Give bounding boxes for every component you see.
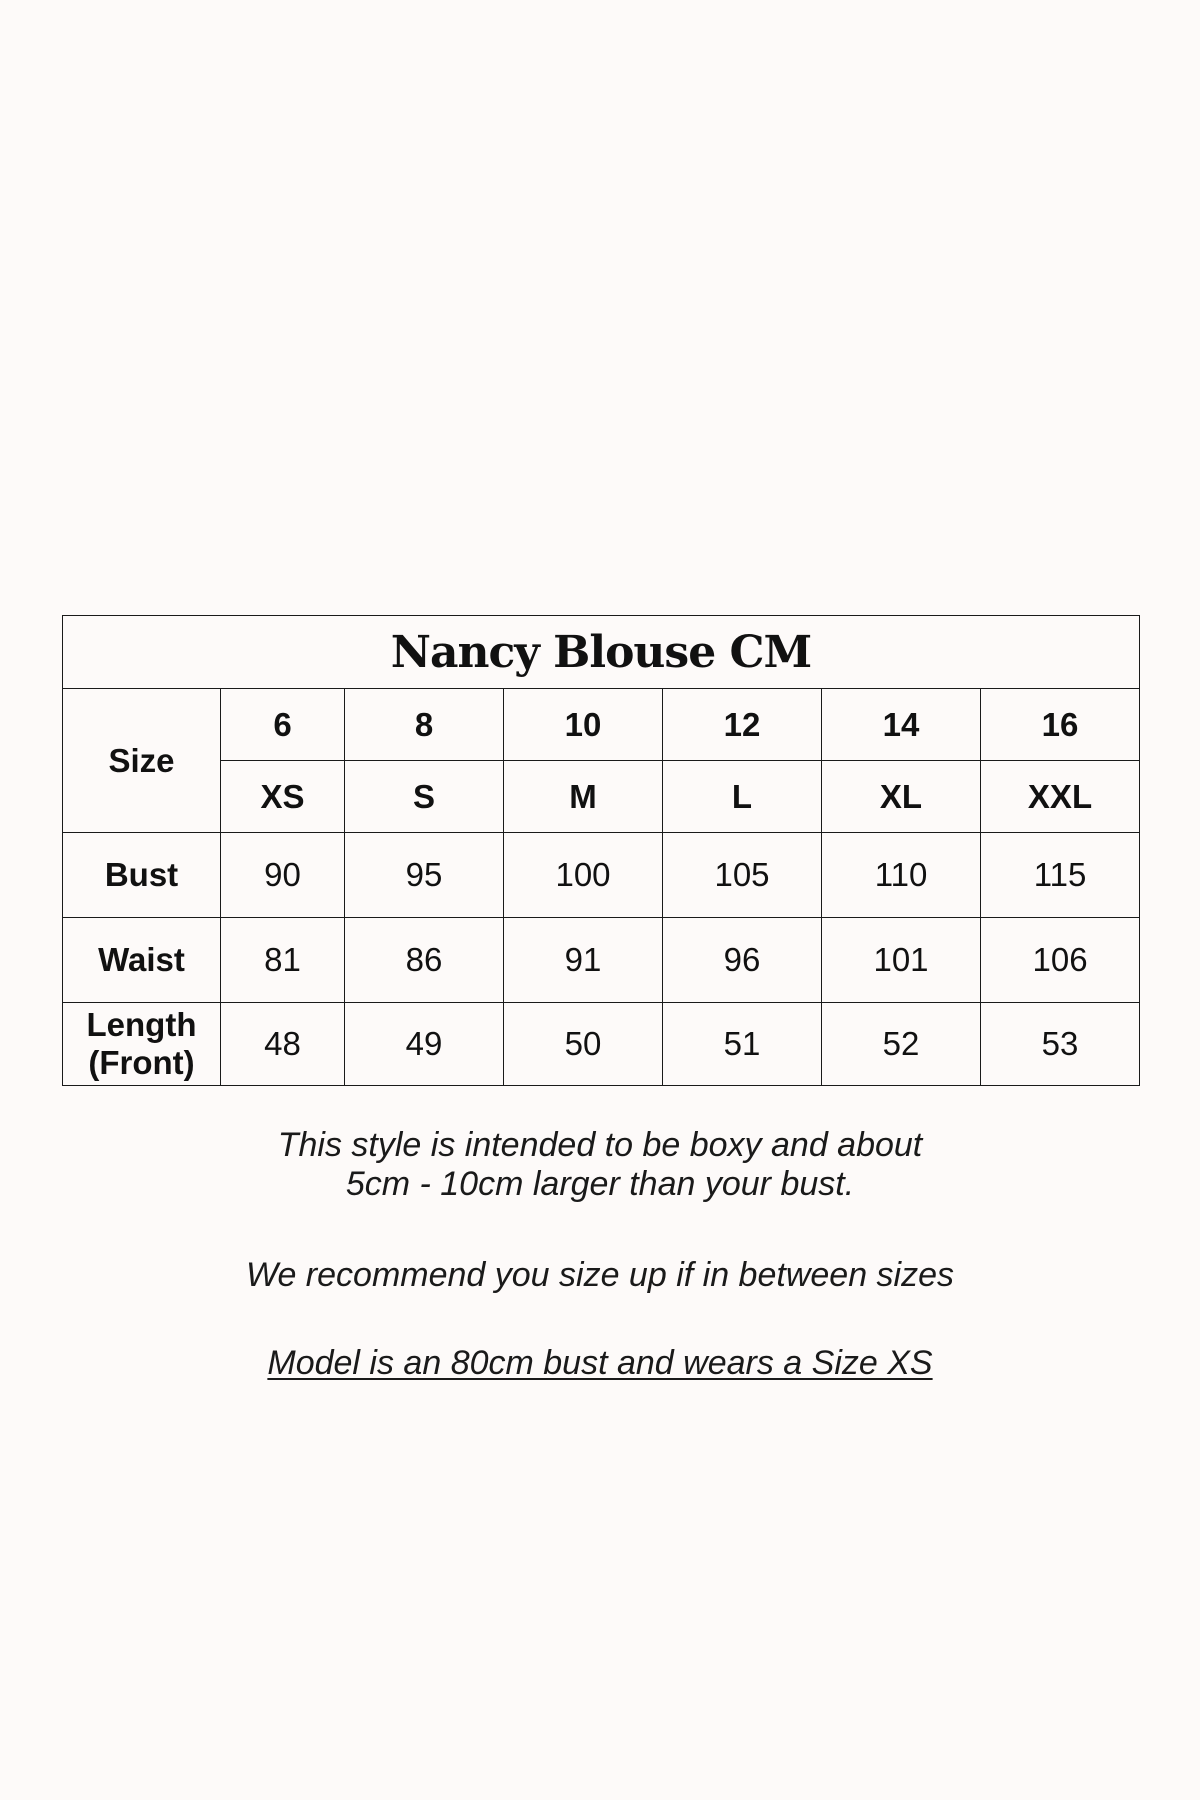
table-cell: 105: [663, 833, 822, 918]
row-label-text: Length: [86, 1006, 197, 1043]
size-letter: XS: [221, 761, 345, 833]
size-numeric: 14: [822, 689, 981, 761]
table-cell: 51: [663, 1003, 822, 1086]
table-row-waist: [63, 918, 1140, 1003]
row-label-text: Bust: [104, 856, 179, 893]
size-numeric: 10: [504, 689, 663, 761]
model-size-text: Model is an 80cm bust and wears a Size XS: [267, 1344, 933, 1382]
table-cell: 90: [221, 833, 345, 918]
size-letter: M: [504, 761, 663, 833]
table-cell: 86: [345, 918, 504, 1003]
model-size-note: [0, 1343, 1200, 1383]
size-numeric: 8: [345, 689, 504, 761]
table-cell: 49: [345, 1003, 504, 1086]
size-recommendation-note: We recommend you size up if in between sizes: [245, 1256, 955, 1294]
table-cell: 106: [981, 918, 1140, 1003]
table-cell: 110: [822, 833, 981, 918]
size-label: Size: [63, 689, 221, 833]
table-cell: 96: [663, 918, 822, 1003]
row-label-subtext: (Front): [88, 1044, 195, 1081]
table-cell: 48: [221, 1003, 345, 1086]
size-letter: XXL: [981, 761, 1140, 833]
row-label-length: [63, 1003, 221, 1086]
size-chart-table: [62, 615, 1140, 1086]
table-row-bust: [63, 833, 1140, 918]
fit-note-line: This style is intended to be boxy and about: [277, 1126, 923, 1164]
table-cell: 81: [221, 918, 345, 1003]
size-letter: XL: [822, 761, 981, 833]
chart-title: Nancy Blouse CM: [63, 616, 1140, 689]
fit-note: [0, 1126, 1200, 1204]
size-letter: L: [663, 761, 822, 833]
table-cell: 52: [822, 1003, 981, 1086]
table-cell: 101: [822, 918, 981, 1003]
table-cell: 100: [504, 833, 663, 918]
table-cell: 115: [981, 833, 1140, 918]
size-numeric: 16: [981, 689, 1140, 761]
size-chart: [62, 615, 1139, 1086]
size-letter: S: [345, 761, 504, 833]
fit-note-line: 5cm - 10cm larger than your bust.: [345, 1165, 855, 1203]
table-cell: 50: [504, 1003, 663, 1086]
size-numeric: 6: [221, 689, 345, 761]
table-cell: 91: [504, 918, 663, 1003]
table-row-length: [63, 1003, 1140, 1086]
row-label-bust: [63, 833, 221, 918]
size-numeric: 12: [663, 689, 822, 761]
table-cell: 95: [345, 833, 504, 918]
row-label-text: Waist: [98, 941, 185, 978]
table-cell: 53: [981, 1003, 1140, 1086]
row-label-waist: [63, 918, 221, 1003]
